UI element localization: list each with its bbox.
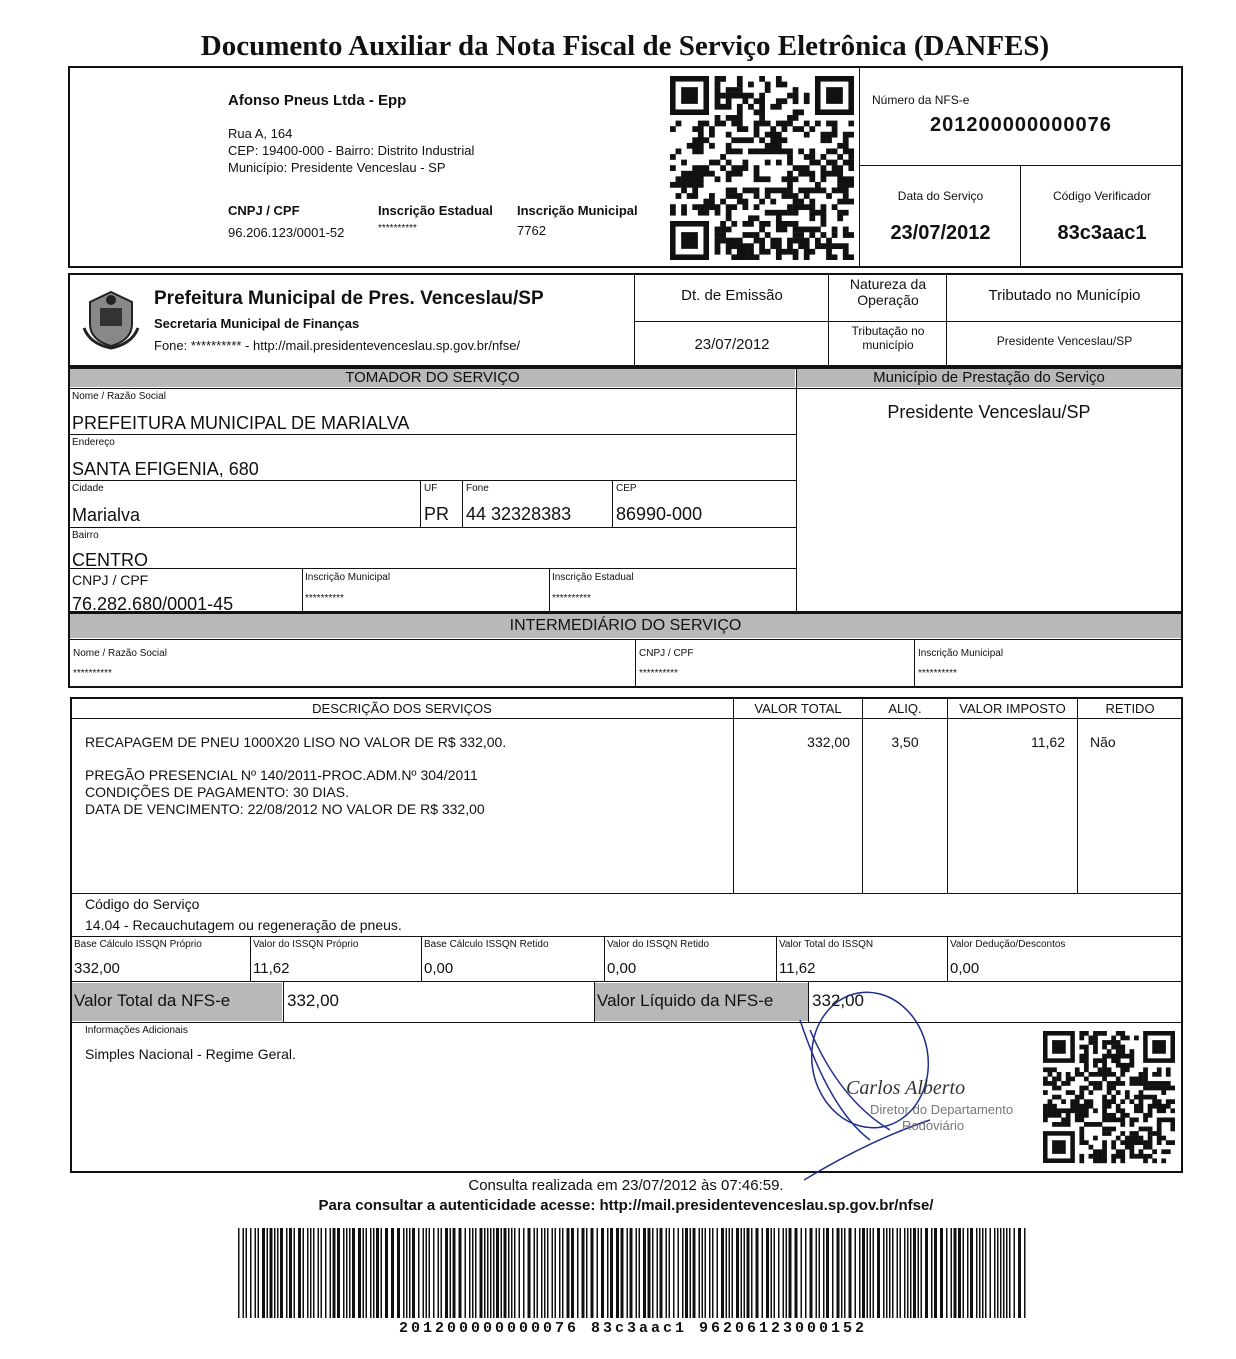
tomador-im-label: Inscrição Municipal (305, 572, 391, 583)
tributacao-value: Presidente Venceslau/SP (996, 334, 1133, 348)
issuer-ie: ********** (378, 223, 417, 234)
base-retido-label: Base Cálculo ISSQN Retido (424, 939, 549, 950)
tomador-cidade: Marialva (72, 505, 141, 525)
service-line-2: PREGÃO PRESENCIAL Nº 140/2011-PROC.ADM.Nº 304/2011 (85, 767, 478, 783)
issuer-im-label: Inscrição Municipal (517, 203, 638, 218)
signature-line3: Rodoviário (902, 1118, 965, 1133)
tomador-bairro-label: Bairro (72, 530, 99, 541)
service-line-4: DATA DE VENCIMENTO: 22/08/2012 NO VALOR DE R$ 332,00 (85, 801, 485, 817)
natureza-value: Tributado no Município (988, 287, 1141, 304)
emissao-label: Dt. de Emissão (681, 287, 783, 304)
total-issqn: 11,62 (779, 960, 816, 977)
emissao-date: 23/07/2012 (694, 336, 770, 353)
total-issqn-label: Valor Total do ISSQN (779, 939, 874, 950)
qr-code-bottom-icon (1043, 1031, 1175, 1167)
issuer-address: Rua A, 164 (228, 126, 293, 141)
intermediario-header: INTERMEDIÁRIO DO SERVIÇO (509, 617, 742, 634)
tomador-uf: PR (424, 504, 450, 524)
tomador-uf-label: UF (424, 483, 438, 494)
verification-code-label: Código Verificador (1052, 189, 1152, 203)
service-date-label: Data do Serviço (897, 189, 984, 203)
tomador-cidade-label: Cidade (72, 483, 104, 494)
verification-code: 83c3aac1 (1057, 222, 1147, 244)
issuer-municipio: Município: Presidente Venceslau - SP (228, 160, 446, 175)
tomador-endereco: SANTA EFIGENIA, 680 (72, 459, 259, 479)
tomador-ie: ********** (552, 593, 591, 604)
service-line-3: CONDIÇÕES DE PAGAMENTO: 30 DIAS. (85, 784, 349, 800)
tomador-cep-label: CEP (616, 483, 637, 494)
tomador-cep: 86990-000 (616, 504, 703, 524)
aliq-header: ALIQ. (888, 701, 922, 716)
service-imposto: 11,62 (1031, 734, 1065, 750)
document-title: Documento Auxiliar da Nota Fiscal de Serviço Eletrônica (DANFES) (200, 30, 1050, 62)
consulta-text: Consulta realizada em 23/07/2012 às 07:46:59. (468, 1177, 784, 1194)
codigo-servico-label: Código do Serviço (85, 896, 200, 912)
liquido-value: 332,00 (812, 991, 864, 1010)
tomador-endereco-label: Endereço (72, 437, 115, 448)
service-retido: Não (1090, 734, 1116, 750)
intermediario-cnpj-label: CNPJ / CPF (639, 648, 694, 659)
prefeitura-fone: Fone: ********** - http://mail.presidentevenceslau.sp.gov.br/nfse/ (154, 338, 521, 353)
tomador-cnpj-label: CNPJ / CPF (72, 572, 149, 588)
service-date: 23/07/2012 (890, 222, 991, 244)
barcode-icon (238, 1228, 1028, 1318)
tomador-fone: 44 32328383 (466, 504, 572, 524)
natureza-label: Natureza da Operação (849, 276, 927, 308)
tomador-header: TOMADOR DO SERVIÇO (345, 369, 520, 386)
issuer-ie-label: Inscrição Estadual (378, 203, 493, 218)
service-line-1: RECAPAGEM DE PNEU 1000X20 LISO NO VALOR DE R$ 332,00. (85, 734, 507, 750)
valor-header: VALOR TOTAL (754, 701, 842, 716)
nfse-number-label: Número da NFS-e (872, 93, 970, 107)
issuer-cnpj: 96.206.123/0001-52 (228, 225, 345, 240)
tomador-cnpj: 76.282.680/0001-45 (72, 594, 234, 614)
tomador-nome-label: Nome / Razão Social (72, 391, 166, 402)
tributacao-label: Tributação no município (851, 324, 925, 352)
coat-of-arms-icon (80, 288, 142, 350)
valor-proprio: 11,62 (253, 960, 290, 977)
tomador-fone-label: Fone (466, 483, 489, 494)
issuer-cep: CEP: 19400-000 - Bairro: Distrito Industrial (228, 143, 475, 158)
intermediario-im-label: Inscrição Municipal (918, 648, 1004, 659)
qr-code-icon (670, 76, 854, 260)
prefeitura-name: Prefeitura Municipal de Pres. Venceslau/SP (154, 288, 544, 309)
tomador-ie-label: Inscrição Estadual (552, 572, 634, 583)
intermediario-cnpj: ********** (639, 668, 678, 679)
signature-stamp (790, 990, 1030, 1190)
base-proprio-label: Base Cálculo ISSQN Próprio (74, 939, 202, 950)
secretaria-name: Secretaria Municipal de Finanças (154, 316, 360, 331)
liquido-label: Valor Líquido da NFS-e (597, 991, 774, 1010)
nfse-number: 201200000000076 (930, 114, 1112, 136)
deducao: 0,00 (950, 960, 980, 977)
intermediario-im: ********** (918, 668, 957, 679)
base-proprio: 332,00 (74, 960, 120, 977)
codigo-servico-value: 14.04 - Recauchutagem ou regeneração de pneus. (85, 917, 402, 933)
desc-header: DESCRIÇÃO DOS SERVIÇOS (312, 701, 492, 716)
issuer-im: 7762 (517, 223, 546, 238)
prestacao-value: Presidente Venceslau/SP (887, 402, 1091, 422)
signature-line2: Diretor do Departamento (870, 1102, 1014, 1117)
info-label: Informações Adicionais (85, 1025, 188, 1036)
autenticidade-text: Para consultar a autenticidade acesse: http://mail.presidentevenceslau.sp.gov.br/nfse/ (318, 1197, 934, 1214)
valor-retido: 0,00 (607, 960, 637, 977)
service-valor: 332,00 (807, 734, 850, 750)
prestacao-header: Município de Prestação do Serviço (873, 369, 1105, 386)
total-label: Valor Total da NFS-e (74, 991, 231, 1010)
retido-header: RETIDO (1105, 701, 1155, 716)
service-aliq: 3,50 (891, 734, 919, 750)
imposto-header: VALOR IMPOSTO (959, 701, 1066, 716)
info-value: Simples Nacional - Regime Geral. (85, 1046, 296, 1062)
tomador-im: ********** (305, 593, 344, 604)
barcode-number: 201200000000076 83c3aac1 96206123000152 (398, 1320, 868, 1337)
issuer-name: Afonso Pneus Ltda - Epp (228, 92, 407, 109)
tomador-nome: PREFEITURA MUNICIPAL DE MARIALVA (72, 413, 410, 433)
tomador-bairro: CENTRO (72, 550, 148, 570)
intermediario-nome: ********** (73, 668, 112, 679)
total-value: 332,00 (287, 991, 339, 1010)
issuer-cnpj-label: CNPJ / CPF (228, 203, 300, 218)
valor-proprio-label: Valor do ISSQN Próprio (253, 939, 359, 950)
signature-name: Carlos Alberto (846, 1077, 966, 1099)
valor-retido-label: Valor do ISSQN Retido (607, 939, 710, 950)
intermediario-nome-label: Nome / Razão Social (73, 648, 167, 659)
base-retido: 0,00 (424, 960, 454, 977)
deducao-label: Valor Dedução/Descontos (950, 939, 1066, 950)
